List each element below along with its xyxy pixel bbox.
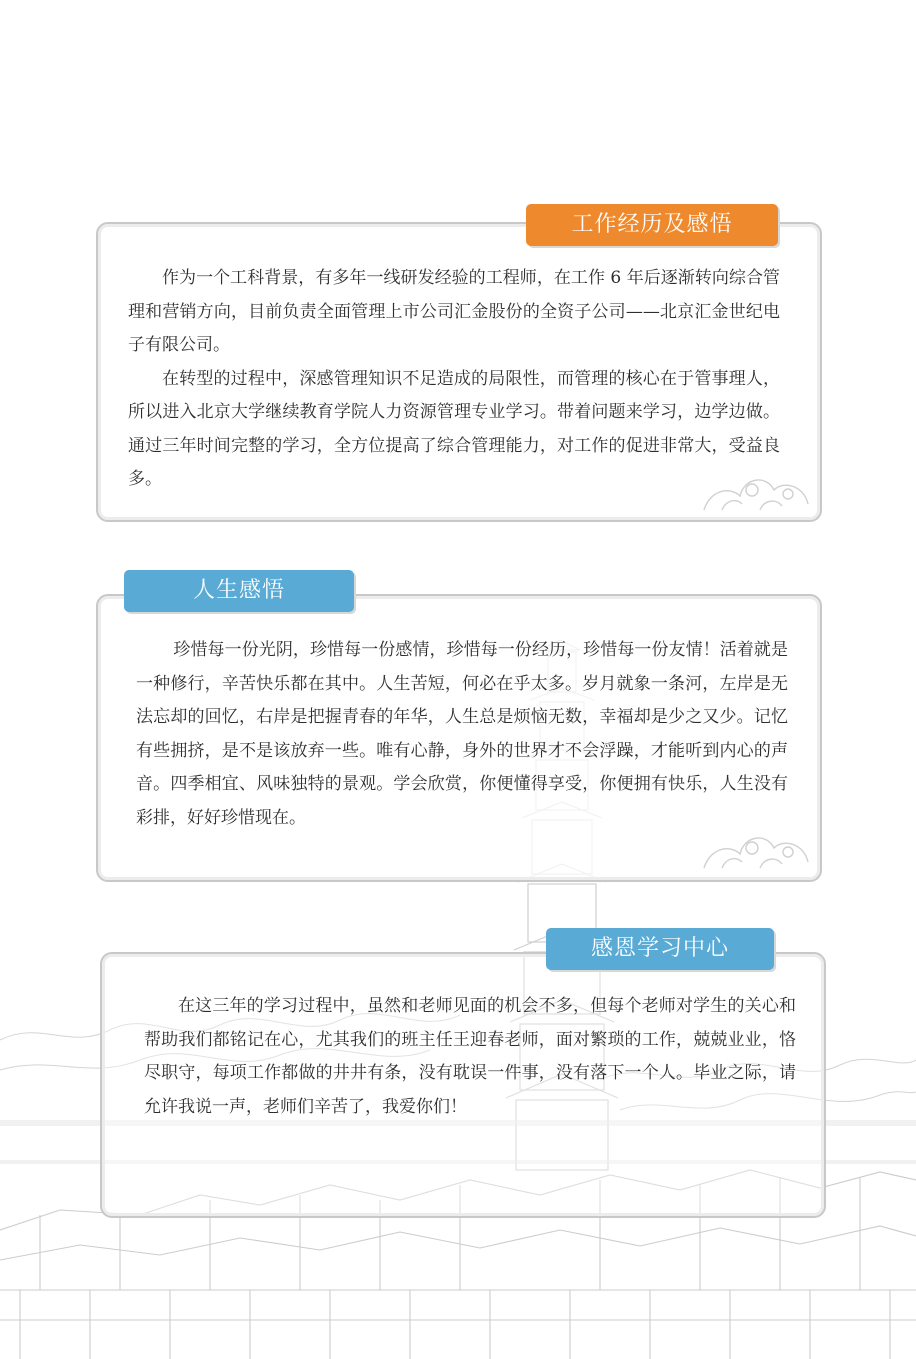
section-gratitude-title: 感恩学习中心 [546, 928, 774, 970]
section-life-reflection-text [136, 634, 788, 835]
paragraph: 珍惜每一份光阴，珍惜每一份感情，珍惜每一份经历，珍惜每一份友情！活着就是一种修行，辛苦快乐都在其中。人生苦短，何必在乎太多。岁月就象一条河，左岸是无法忘却的回忆，右岸是把握青春的年华，人生总是烦恼无数，幸福却是少之又少。记忆有些拥挤，是不是该放弃一些。唯有心静，身外的世界才不会浮躁，才能听到内心的声音。四季相宜、风味独特的景观。学会欣赏，你便懂得享受，你便拥有快乐，人生没有彩排，好好珍惜现在。 [136, 640, 788, 828]
paragraph: 在这三年的学习过程中，虽然和老师见面的机会不多，但每个老师对学生的关心和帮助我们都铭记在心，尤其我们的班主任王迎春老师，面对繁琐的工作，兢兢业业，恪尽职守，每项工作都做的井井有条，没有耽误一件事，没有落下一个人。毕业之际，请允许我说一声，老师们辛苦了，我爱你们！ [144, 996, 796, 1117]
section-life-reflection-title: 人生感悟 [124, 570, 354, 612]
section-gratitude-text [144, 990, 796, 1124]
paragraph: 作为一个工科背景，有多年一线研发经验的工程师，在工作 6 年后逐渐转向综合管理和营销方向，目前负责全面管理上市公司汇金股份的全资子公司——北京汇金世纪电子有限公司。 [128, 268, 780, 355]
section-work-experience-title: 工作经历及感悟 [526, 204, 778, 246]
section-work-experience-text [128, 262, 780, 497]
paragraph: 在转型的过程中，深感管理知识不足造成的局限性，而管理的核心在于管事理人，所以进入北京大学继续教育学院人力资源管理专业学习。带着问题来学习，边学边做。通过三年时间完整的学习，全方位提高了综合管理能力，对工作的促进非常大，受益良多。 [128, 368, 780, 489]
